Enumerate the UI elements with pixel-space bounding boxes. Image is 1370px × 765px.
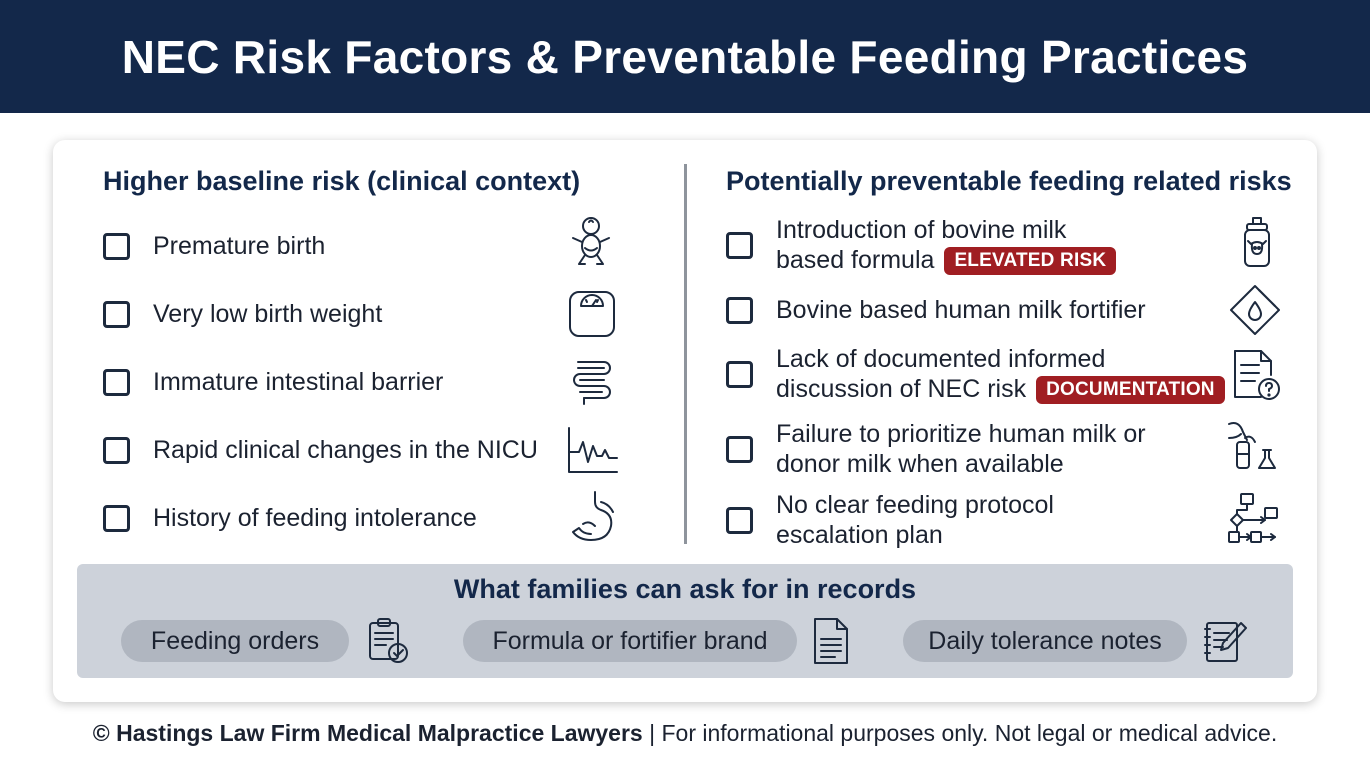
flowchart-icon xyxy=(1227,490,1283,546)
item-label: Immature intestinal barrier xyxy=(153,368,444,396)
checkbox[interactable] xyxy=(726,297,753,324)
checkbox[interactable] xyxy=(103,505,130,532)
item-label xyxy=(776,344,1225,404)
stomach-icon xyxy=(565,488,621,544)
item-label: History of feeding intolerance xyxy=(153,504,477,532)
checkbox[interactable] xyxy=(103,437,130,464)
page-header xyxy=(0,0,1370,113)
checkbox[interactable] xyxy=(726,232,753,259)
pill-label: Feeding orders xyxy=(150,626,320,655)
records-title: What families can ask for in records xyxy=(453,574,917,604)
document-icon xyxy=(807,617,855,665)
records-pill-formula-brand[interactable] xyxy=(463,620,797,662)
intestine-icon xyxy=(564,352,620,408)
right-item-bovine-formula[interactable] xyxy=(726,215,1116,275)
content-card xyxy=(53,140,1317,702)
item-label-line2 xyxy=(776,245,1116,275)
pill-label: Formula or fortifier brand xyxy=(492,626,768,655)
checkbox[interactable] xyxy=(726,436,753,463)
left-item-immature-intestinal-barrier[interactable] xyxy=(103,367,443,397)
scale-icon xyxy=(564,286,620,342)
left-column-title: Higher baseline risk (clinical context) xyxy=(103,166,581,196)
right-column-title: Potentially preventable feeding related risks xyxy=(726,166,1292,196)
left-item-premature-birth[interactable] xyxy=(103,231,325,261)
left-item-history-feeding-intolerance[interactable] xyxy=(103,503,477,533)
left-item-very-low-birth-weight[interactable] xyxy=(103,299,382,329)
checkbox[interactable] xyxy=(726,361,753,388)
item-label xyxy=(776,490,1054,550)
right-item-informed-discussion[interactable] xyxy=(726,344,1225,404)
baby-icon xyxy=(563,214,619,270)
page-title: NEC Risk Factors & Preventable Feeding Practices xyxy=(121,30,1249,83)
records-panel xyxy=(77,564,1293,678)
item-label-line1: Lack of documented informed xyxy=(776,345,1106,373)
elevated-risk-badge: ELEVATED RISK xyxy=(944,247,1116,275)
breast-pump-icon xyxy=(1225,418,1281,474)
item-label-line1: Failure to prioritize human milk or xyxy=(776,420,1146,448)
heart-monitor-icon xyxy=(565,422,621,478)
checkbox[interactable] xyxy=(103,301,130,328)
item-label: Rapid clinical changes in the NICU xyxy=(153,436,538,464)
baby-bottle-icon xyxy=(1229,214,1285,270)
right-item-bovine-fortifier[interactable] xyxy=(726,295,1146,325)
checkbox[interactable] xyxy=(726,507,753,534)
column-divider xyxy=(684,164,687,544)
records-pill-feeding-orders[interactable] xyxy=(121,620,349,662)
notebook-pen-icon xyxy=(1201,617,1249,665)
item-label-line1: Introduction of bovine milk xyxy=(776,216,1067,244)
footer-disclaimer xyxy=(0,720,1370,747)
item-label-line2-text: based formula xyxy=(776,246,935,274)
item-label: Very low birth weight xyxy=(153,300,383,328)
footer-disclaimer-text: | For informational purposes only. Not legal or medical advice. xyxy=(642,720,1278,746)
item-label xyxy=(776,215,1116,275)
item-label: Bovine based human milk fortifier xyxy=(776,296,1146,324)
clipboard-check-icon xyxy=(364,617,412,665)
documentation-badge: DOCUMENTATION xyxy=(1036,376,1225,404)
right-item-feeding-protocol[interactable] xyxy=(726,490,1054,550)
records-pill-daily-tolerance[interactable] xyxy=(903,620,1187,662)
checkbox[interactable] xyxy=(103,369,130,396)
checkbox[interactable] xyxy=(103,233,130,260)
document-question-icon xyxy=(1229,347,1285,403)
item-label xyxy=(776,419,1146,479)
footer-firm-name: © Hastings Law Firm Medical Malpractice Lawyers xyxy=(92,720,643,746)
item-label-line2-text: discussion of NEC risk xyxy=(776,375,1027,403)
fortifier-packet-icon xyxy=(1227,282,1283,338)
pill-label: Daily tolerance notes xyxy=(928,626,1162,655)
item-label-line2 xyxy=(776,374,1225,404)
item-label-line2: escalation plan xyxy=(776,521,943,549)
left-item-rapid-clinical-changes[interactable] xyxy=(103,435,538,465)
item-label-line1: No clear feeding protocol xyxy=(776,491,1054,519)
item-label: Premature birth xyxy=(153,232,326,260)
item-label-line2: donor milk when available xyxy=(776,450,1064,478)
right-item-prioritize-human-milk[interactable] xyxy=(726,419,1146,479)
